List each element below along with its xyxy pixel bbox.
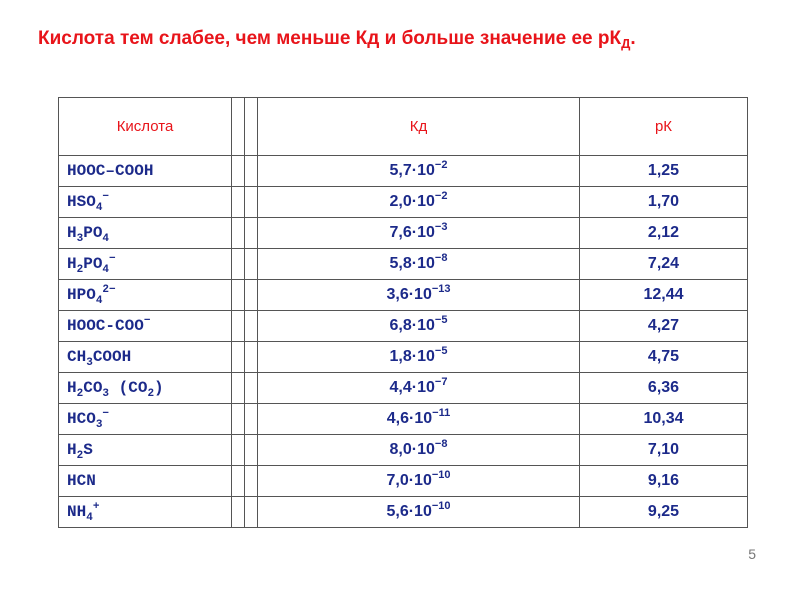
- formula-part: 2−: [102, 284, 116, 296]
- acid-formula: [59, 404, 232, 435]
- formula-part: 3: [95, 419, 103, 431]
- acid-formula: [59, 218, 232, 249]
- spacer-cell: [232, 497, 245, 528]
- pk-value: 6,36: [580, 373, 748, 404]
- formula-part: HCO: [67, 410, 96, 428]
- formula-part: (CO: [109, 379, 148, 397]
- table-row: [59, 156, 748, 187]
- pk-value: 7,24: [580, 249, 748, 280]
- title-text: Кислота тем слабее, чем меньше Кд и больше значение ее рК: [38, 28, 622, 49]
- spacer-cell: [245, 156, 258, 187]
- formula-part: 4: [95, 295, 103, 307]
- spacer-cell: [232, 373, 245, 404]
- acid-formula: [59, 187, 232, 218]
- formula-part: H: [67, 255, 77, 273]
- header-kd: Кд: [258, 98, 580, 156]
- kd-value: [258, 187, 580, 218]
- formula-part: −: [143, 315, 151, 327]
- formula-part: 2: [76, 450, 84, 462]
- kd-exponent: −3: [434, 221, 448, 233]
- pk-value: 7,10: [580, 435, 748, 466]
- spacer-cell: [245, 404, 258, 435]
- spacer-cell: [232, 342, 245, 373]
- spacer-cell: [232, 187, 245, 218]
- kd-exponent: −2: [434, 159, 448, 171]
- table-row: [59, 373, 748, 404]
- formula-part: H: [67, 379, 77, 397]
- formula-part: 2: [147, 388, 155, 400]
- kd-value: [258, 404, 580, 435]
- acid-formula: [59, 156, 232, 187]
- table-row: [59, 466, 748, 497]
- acid-constants-table: [58, 97, 748, 528]
- spacer-cell: [232, 249, 245, 280]
- formula-part: 4: [86, 512, 93, 524]
- formula-part: H: [67, 441, 77, 459]
- pk-value: 4,75: [580, 342, 748, 373]
- kd-exponent: −13: [431, 283, 451, 295]
- pk-value: 12,44: [580, 280, 748, 311]
- kd-mantissa: 3,6·10: [386, 286, 432, 303]
- kd-mantissa: 5,8·10: [389, 255, 435, 272]
- formula-part: CH: [67, 348, 87, 366]
- kd-exponent: −8: [434, 438, 448, 450]
- kd-value: [258, 249, 580, 280]
- spacer-cell: [232, 466, 245, 497]
- formula-part: HPO: [67, 286, 96, 304]
- table-row: [59, 187, 748, 218]
- table-row: [59, 497, 748, 528]
- kd-mantissa: 4,4·10: [389, 379, 435, 396]
- formula-part: HOOC-COO: [67, 317, 144, 335]
- kd-value: [258, 218, 580, 249]
- page-number: 5: [748, 546, 756, 562]
- formula-part: CO: [83, 379, 103, 397]
- header-acid: Кислота: [59, 98, 232, 156]
- pk-value: 9,16: [580, 466, 748, 497]
- pk-value: 10,34: [580, 404, 748, 435]
- acid-formula: [59, 342, 232, 373]
- header-pk: рК: [580, 98, 748, 156]
- formula-part: PO: [83, 255, 103, 273]
- spacer-cell: [245, 311, 258, 342]
- formula-part: +: [92, 501, 100, 513]
- spacer-cell: [245, 280, 258, 311]
- kd-mantissa: 4,6·10: [386, 410, 433, 427]
- acid-formula: [59, 249, 232, 280]
- kd-exponent: −10: [431, 500, 451, 512]
- formula-part: COOH: [92, 348, 132, 366]
- spacer-cell: [245, 249, 258, 280]
- kd-mantissa: 5,7·10: [389, 162, 435, 179]
- kd-value: [258, 156, 580, 187]
- formula-part: HSO: [67, 193, 96, 211]
- spacer-cell: [245, 218, 258, 249]
- title-subscript: Д: [621, 36, 631, 51]
- formula-part: 3: [86, 357, 93, 369]
- formula-part: ): [154, 379, 164, 397]
- kd-mantissa: 5,6·10: [386, 503, 432, 520]
- spacer-cell: [245, 373, 258, 404]
- kd-value: [258, 435, 580, 466]
- spacer-cell: [245, 466, 258, 497]
- pk-value: 1,25: [580, 156, 748, 187]
- kd-exponent: −5: [434, 314, 448, 326]
- spacer-cell: [245, 435, 258, 466]
- spacer-cell: [232, 156, 245, 187]
- kd-mantissa: 6,8·10: [389, 317, 435, 334]
- spacer-cell: [232, 435, 245, 466]
- spacer-cell: [232, 280, 245, 311]
- spacer-cell: [245, 497, 258, 528]
- formula-part: 4: [102, 264, 110, 276]
- kd-mantissa: 8,0·10: [389, 441, 435, 458]
- header-spacer: [232, 98, 245, 156]
- table-row: [59, 435, 748, 466]
- table-row: [59, 311, 748, 342]
- pk-value: 4,27: [580, 311, 748, 342]
- spacer-cell: [245, 187, 258, 218]
- kd-mantissa: 2,0·10: [389, 193, 435, 210]
- acid-formula: [59, 280, 232, 311]
- formula-part: 4: [102, 233, 110, 245]
- kd-exponent: −10: [431, 469, 451, 481]
- kd-exponent: −5: [434, 345, 448, 357]
- kd-exponent: −11: [432, 407, 451, 419]
- kd-value: [258, 280, 580, 311]
- table-row: [59, 280, 748, 311]
- formula-part: 4: [95, 202, 103, 214]
- kd-value: [258, 373, 580, 404]
- table-header-row: [59, 98, 748, 156]
- acid-formula: [59, 435, 232, 466]
- table-row: [59, 218, 748, 249]
- kd-value: [258, 311, 580, 342]
- acid-formula: [59, 311, 232, 342]
- formula-part: −: [102, 191, 110, 203]
- slide-title: [38, 28, 768, 50]
- formula-part: 3: [76, 233, 84, 245]
- kd-exponent: −7: [434, 376, 448, 388]
- title-period: .: [630, 28, 636, 49]
- kd-exponent: −2: [434, 190, 448, 202]
- kd-mantissa: 1,8·10: [389, 348, 435, 365]
- pk-value: 2,12: [580, 218, 748, 249]
- formula-part: −: [109, 253, 116, 265]
- table-row: [59, 404, 748, 435]
- formula-part: NH: [67, 503, 87, 521]
- table-row: [59, 249, 748, 280]
- formula-part: 2: [76, 264, 84, 276]
- kd-value: [258, 342, 580, 373]
- header-spacer: [245, 98, 258, 156]
- formula-part: HCN: [67, 472, 96, 490]
- kd-value: [258, 466, 580, 497]
- formula-part: 3: [102, 388, 110, 400]
- formula-part: PO: [83, 224, 103, 242]
- formula-part: H: [67, 224, 77, 242]
- spacer-cell: [245, 342, 258, 373]
- pk-value: 9,25: [580, 497, 748, 528]
- spacer-cell: [232, 404, 245, 435]
- acid-formula: [59, 373, 232, 404]
- formula-part: 2: [76, 388, 84, 400]
- kd-exponent: −8: [434, 252, 448, 264]
- acid-formula: [59, 497, 232, 528]
- kd-mantissa: 7,6·10: [389, 224, 435, 241]
- kd-value: [258, 497, 580, 528]
- table-row: [59, 342, 748, 373]
- spacer-cell: [232, 311, 245, 342]
- pk-value: 1,70: [580, 187, 748, 218]
- formula-part: −: [102, 408, 110, 420]
- formula-part: S: [83, 441, 93, 459]
- kd-mantissa: 7,0·10: [386, 472, 432, 489]
- acid-formula: [59, 466, 232, 497]
- formula-part: HOOC–COOH: [67, 162, 154, 180]
- spacer-cell: [232, 218, 245, 249]
